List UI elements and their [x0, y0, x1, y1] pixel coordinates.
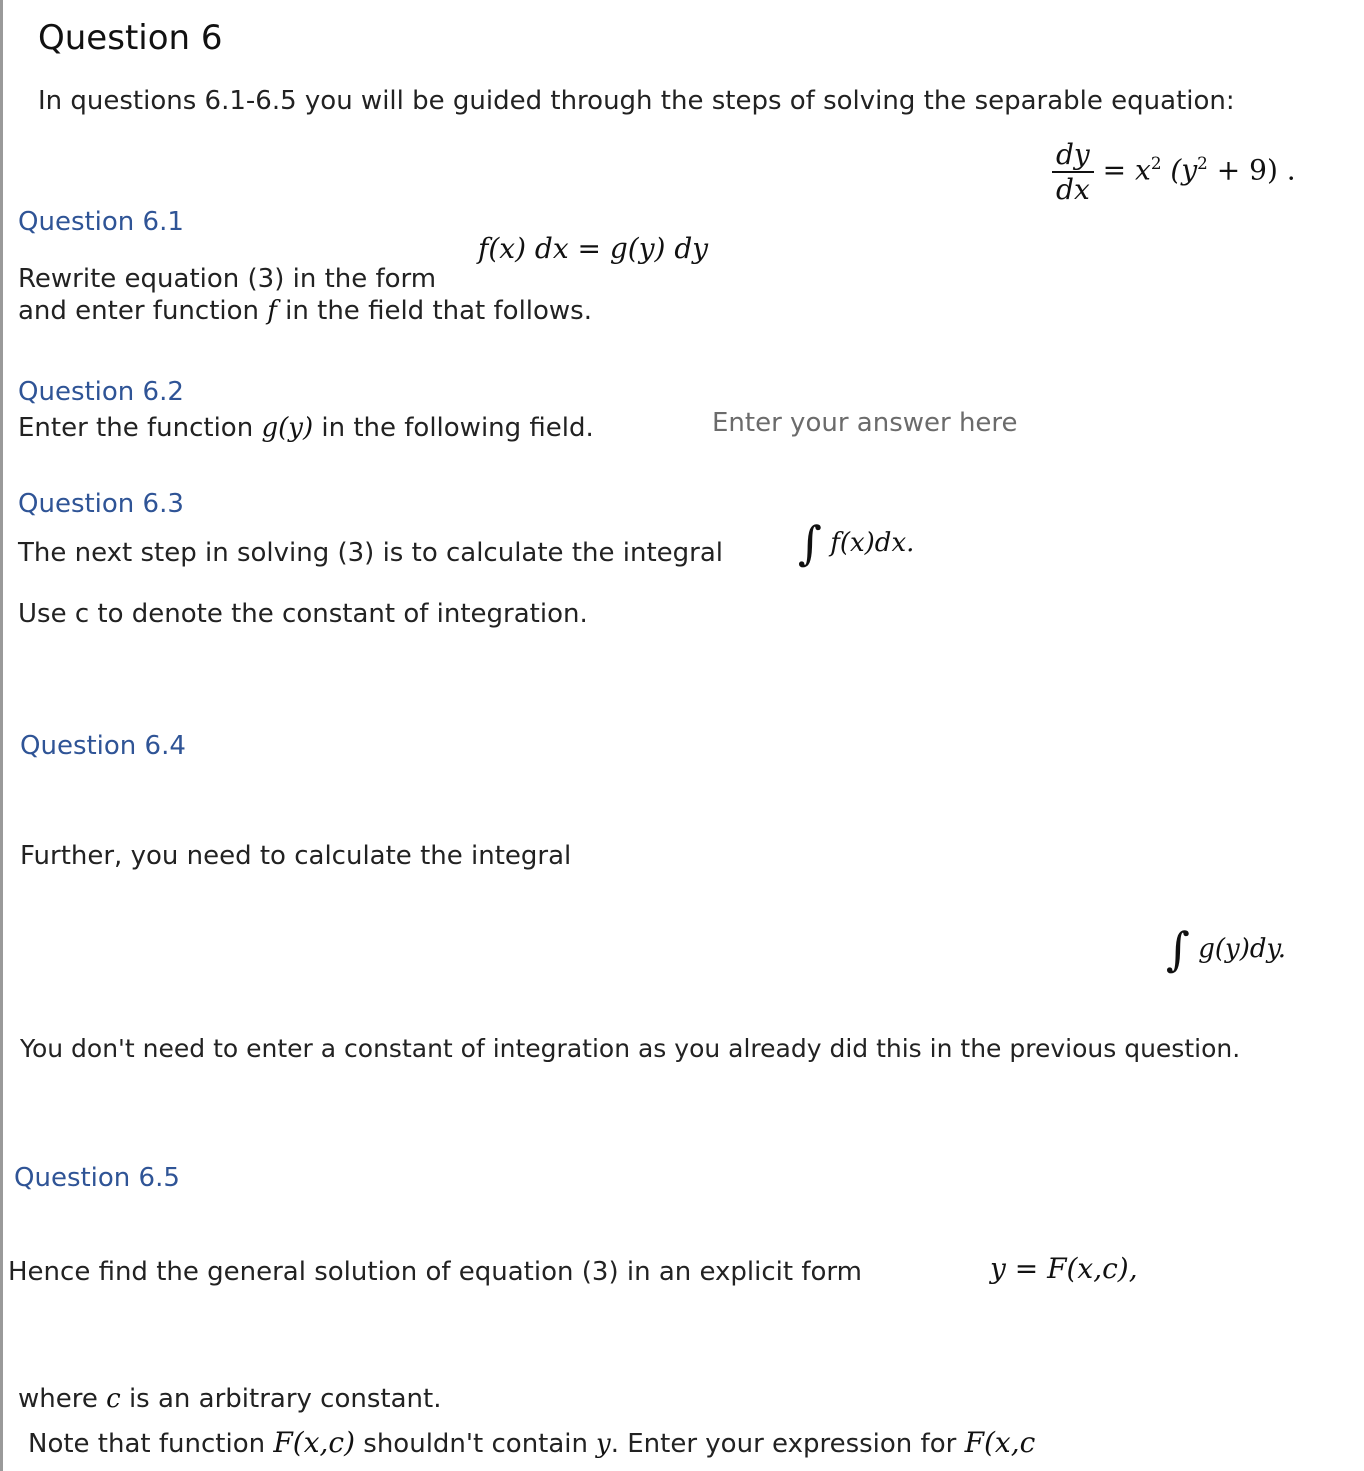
q62-text-prefix: Enter the function	[18, 413, 254, 443]
equals-sign: =	[1102, 153, 1127, 187]
fraction-denominator: dx	[1056, 173, 1090, 206]
q61-text-line1: Rewrite equation (3) in the form	[18, 264, 437, 294]
left-border	[0, 0, 3, 1471]
q65-text2-prefix: where	[18, 1384, 98, 1414]
q65-text3-mid: shouldn't contain	[363, 1429, 589, 1459]
integral-symbol: ∫	[1166, 922, 1190, 976]
q65-text: Hence find the general solution of equation (3) in an explicit form	[8, 1257, 862, 1287]
q65-solution-form: y = F(x,c),	[990, 1252, 1138, 1285]
derivative-fraction	[1052, 138, 1094, 206]
answer-input-6-2[interactable]: Enter your answer here	[712, 408, 1018, 438]
q64-integral	[1166, 922, 1286, 976]
form-equation: f(x) dx = g(y) dy	[478, 232, 709, 265]
q63-text2-var: c	[74, 599, 90, 629]
q65-text-line2	[18, 1384, 441, 1414]
integral-symbol: ∫	[798, 516, 822, 570]
q61-text2-suffix: in the field that follows.	[285, 296, 592, 326]
rhs-paren-open: (y	[1170, 153, 1198, 187]
q64-text-line2: You don't need to enter a constant of integration as you already did this in the previous question.	[20, 1034, 1241, 1063]
question-6-3-heading: Question 6.3	[18, 489, 184, 519]
intro-text: In questions 6.1-6.5 you will be guided through the steps of solving the separable equation:	[38, 86, 1235, 116]
q61-text-line2	[18, 296, 592, 326]
q61-text2-prefix: and enter function	[18, 296, 260, 326]
q65-text-line3	[28, 1426, 1035, 1459]
q63-text: The next step in solving (3) is to calculate the integral	[18, 538, 723, 568]
q65-text3-prefix: Note that function	[28, 1429, 266, 1459]
question-6-5-heading: Question 6.5	[14, 1163, 180, 1193]
q63-text-line2	[18, 599, 588, 629]
q62-text-func: g(y)	[261, 413, 314, 443]
q63-integral-expr: f(x)dx.	[830, 528, 915, 558]
q64-text: Further, you need to calculate the integral	[20, 841, 572, 871]
rhs-exponent: 2	[1150, 153, 1162, 174]
q65-text3-var: y	[596, 1429, 611, 1459]
main-equation	[1052, 138, 1296, 206]
q63-text2-prefix: Use	[18, 599, 67, 629]
question-6-4-heading: Question 6.4	[20, 731, 186, 761]
q65-text2-var: c	[106, 1384, 121, 1414]
q65-text3-suffix: . Enter your expression for	[610, 1429, 957, 1459]
rhs-inner-exponent: 2	[1197, 153, 1208, 174]
q63-text2-suffix: to denote the constant of integration.	[97, 599, 588, 629]
question-6-2-heading: Question 6.2	[18, 377, 184, 407]
rhs-base: x	[1135, 153, 1151, 187]
q62-text-suffix: in the following field.	[321, 413, 594, 443]
page-title: Question 6	[38, 18, 223, 58]
q62-text	[18, 413, 594, 443]
rhs-rest: + 9) .	[1216, 153, 1296, 187]
q63-integral	[798, 516, 914, 570]
question-6-1-heading: Question 6.1	[18, 207, 184, 237]
q65-text3-tail: F(x,c	[964, 1426, 1036, 1459]
q64-integral-expr: g(y)dy.	[1198, 934, 1286, 964]
q65-text2-suffix: is an arbitrary constant.	[128, 1384, 442, 1414]
fraction-numerator: dy	[1056, 138, 1090, 171]
q61-text2-var: f	[267, 296, 277, 326]
q65-text3-func: F(x,c)	[273, 1426, 356, 1459]
